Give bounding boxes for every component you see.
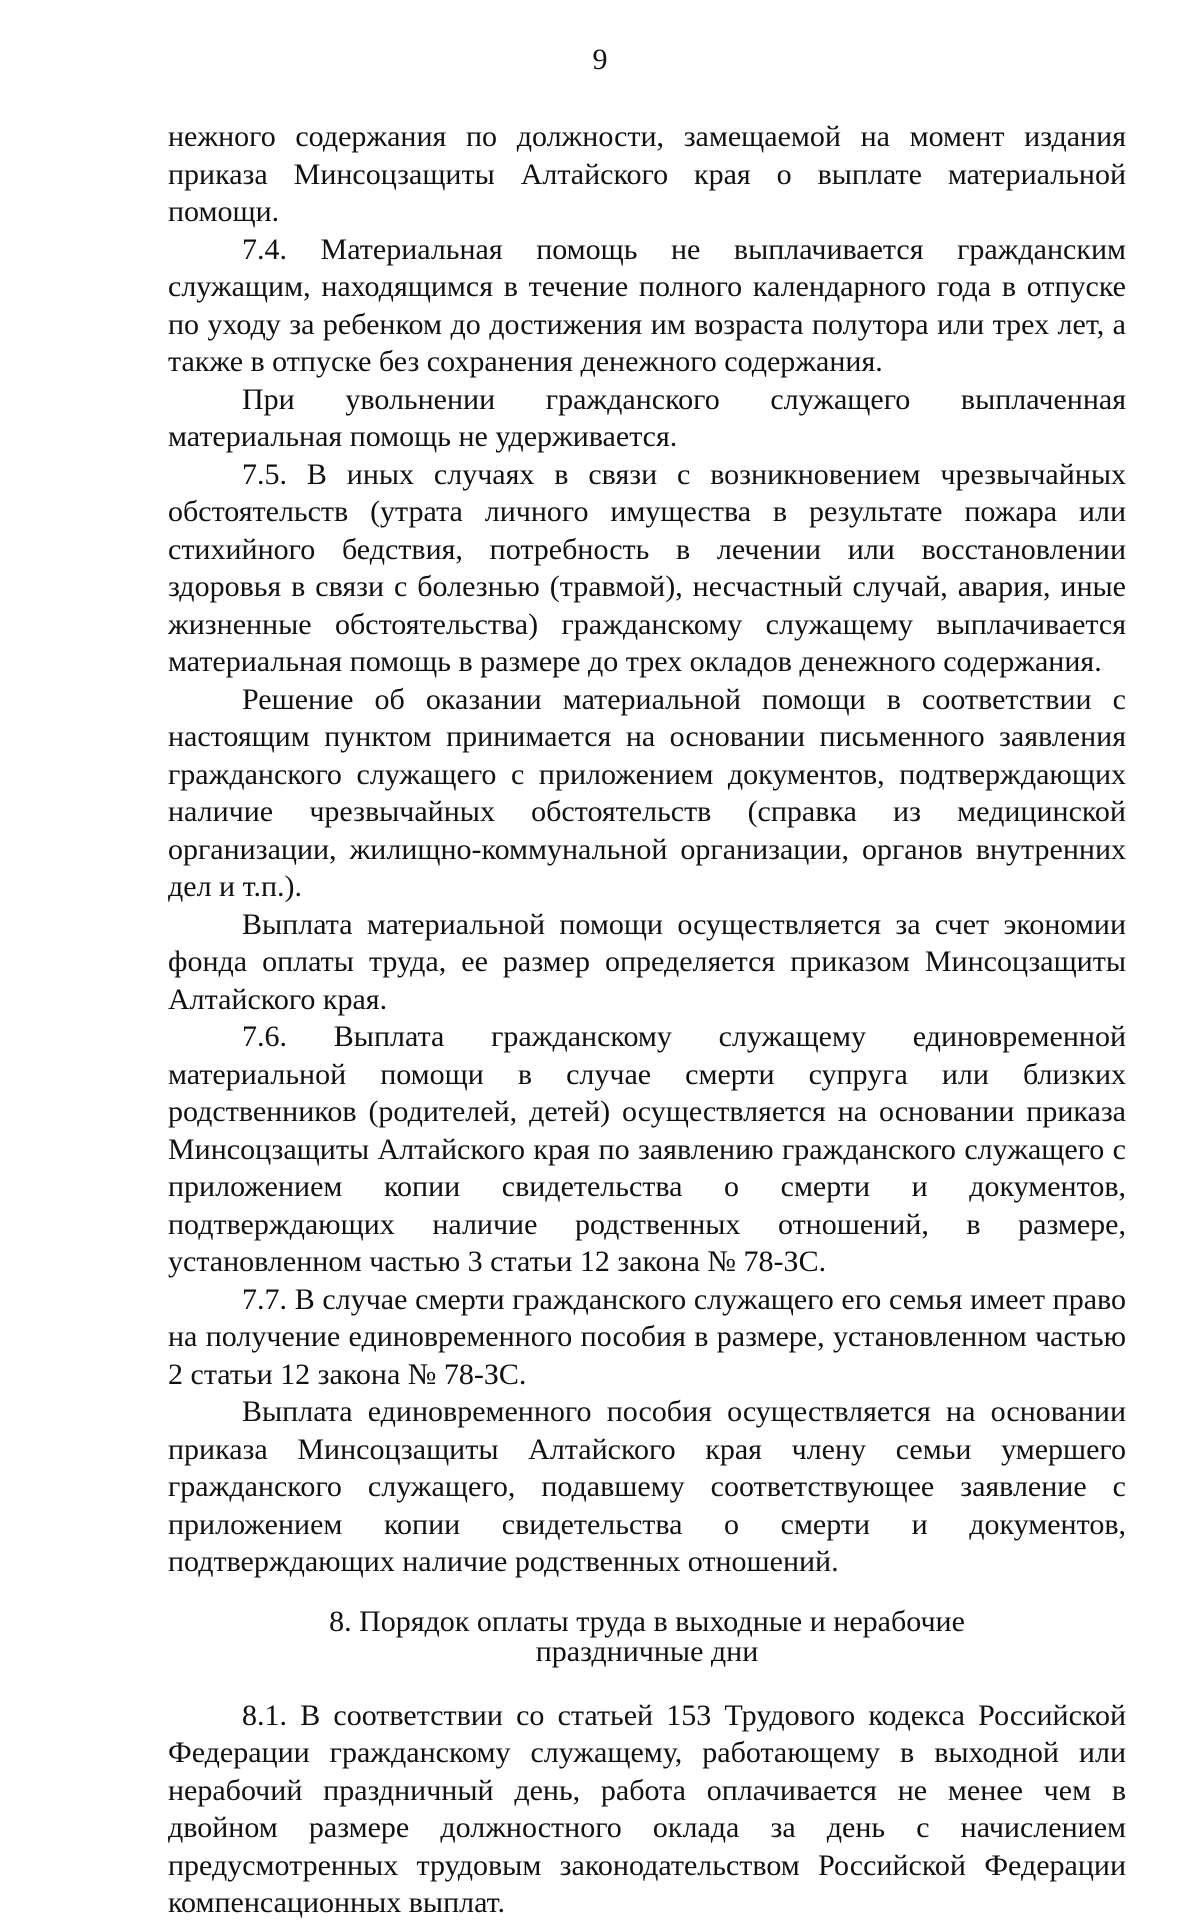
section-title-line-2: праздничные дни (535, 1634, 759, 1668)
paragraph-7-4: 7.4. Материальная помощь не выплачивается гражданским служащим, находящимся в течение полного календарного года в отпуске по уходу за ребенком до достижения им возраста полутора или трех лет, а также в отпуске без сохранения денежного содержания. (168, 232, 1126, 378)
paragraph-continuation: нежного содержания по должности, замещаемой на момент издания приказа Минсоцзащиты Алтайского края о выплате материальной помощи. (168, 120, 1126, 228)
page-number: 9 (592, 43, 608, 76)
document-body (168, 118, 1126, 1922)
paragraph-decision: Решение об оказании материальной помощи в соответствии с настоящим пунктом принимается на основании письменного заявления гражданского служащего с приложением документов, подтверждающих наличие чрезвычайных обстоятельств (справка из медицинской организации, жилищно-коммунальной организации, органов внутренних дел и т.п.). (168, 682, 1126, 903)
paragraph-7-5: 7.5. В иных случаях в связи с возникновением чрезвычайных обстоятельств (утрата личного имущества в результате пожара или стихийного бедствия, потребность в лечении или восстановлении здоровья в связи с болезнью (травмой), несчастный случай, авария, иные жизненные обстоятельства) гражданскому служащему выплачивается материальная помощь в размере до трех окладов денежного содержания. (168, 457, 1126, 678)
paragraph-7-6: 7.6. Выплата гражданскому служащему единовременной материальной помощи в случае смерти супруга или близких родственников (родителей, детей) осуществляется на основании приказа Минсоцзащиты Алтайского края по заявлению гражданского служащего с приложением копии свидетельства о смерти и документов, подтверждающих наличие родственных отношений, в размере, установленном частью 3 статьи 12 закона № 78-ЗС. (168, 1020, 1126, 1278)
section-title-line-1: 8. Порядок оплаты труда в выходные и нерабочие (329, 1604, 965, 1638)
paragraph-8-1: 8.1. В соответствии со статьей 153 Трудового кодекса Российской Федерации гражданскому служащему, работающему в выходной или нерабочий праздничный день, работа оплачивается не менее чем в двойном размере должностного оклада за день с начислением предусмотренных трудовым законодательством Российской Федерации компенсационных выплат. (168, 1698, 1126, 1919)
section-title (168, 1604, 1126, 1668)
paragraph-allowance-payment: Выплата единовременного пособия осуществляется на основании приказа Минсоцзащиты Алтайского края члену семьи умершего гражданского служащего, подавшему соответствующее заявление с приложением копии свидетельства о смерти и документов, подтверждающих наличие родственных отношений. (168, 1395, 1126, 1578)
paragraph-payment-fund: Выплата материальной помощи осуществляется за счет экономии фонда оплаты труда, ее размер определяется приказом Минсоцзащиты Алтайского края. (168, 907, 1126, 1016)
paragraph-7-7: 7.7. В случае смерти гражданского служащего его семья имеет право на получение единовременного пособия в размере, установленном частью 2 статьи 12 закона № 78-ЗС. (168, 1282, 1126, 1391)
paragraph-dismissal: При увольнении гражданского служащего выплаченная материальная помощь не удерживается. (168, 382, 1126, 453)
